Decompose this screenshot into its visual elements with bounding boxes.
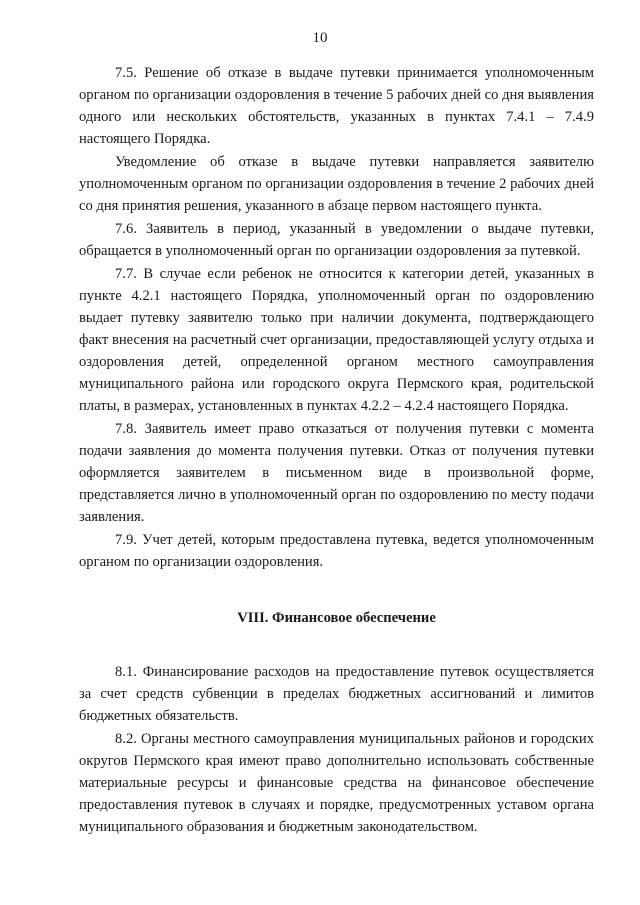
section-heading: VIII. Финансовое обеспечение xyxy=(237,610,436,626)
paragraph-7-7: 7.7. В случае если ребенок не относится к категории детей, указанных в пункте 4.2.1 настоящего Порядка, уполномоченный орган по оздоровлению выдает путевку заявителю только при наличии документа, подтверждающего факт внесения на расчетный счет организации, предоставляющей услугу отдыха и оздоровления детей, определенной органом местного самоуправления муниципального района или городского округа Пермского края, родительской платы, в размерах, установленных в пунктах 4.2.2 – 4.2.4 настоящего Порядка. xyxy=(79,266,594,414)
paragraph-8-1: 8.1. Финансирование расходов на предоставление путевок осуществляется за счет средств субвенции в пределах бюджетных ассигнований и лимитов бюджетных обязательств. xyxy=(79,664,594,724)
page-number: 10 xyxy=(312,30,328,46)
paragraph-7-6: 7.6. Заявитель в период, указанный в уведомлении о выдаче путевки, обращается в уполномоченный орган по организации оздоровления за путевкой. xyxy=(79,221,594,259)
paragraph-8-2: 8.2. Органы местного самоуправления муниципальных районов и городских округов Пермского края имеют право дополнительно использовать собственные материальные ресурсы и финансовые средства на финансовое обеспечение предоставления путевок в случаях и порядке, предусмотренных уставом органа муниципального образования и бюджетным законодательством. xyxy=(79,731,594,835)
document-body xyxy=(79,62,594,838)
paragraph-7-5-notice: Уведомление об отказе в выдаче путевки направляется заявителю уполномоченным органом по организации оздоровления в течение 2 рабочих дней со дня принятия решения, указанного в абзаце первом настоящего пункта. xyxy=(79,154,594,214)
paragraph-7-8: 7.8. Заявитель имеет право отказаться от получения путевки с момента подачи заявления до момента получения путевки. Отказ от получения путевки оформляется заявителем в письменном виде в произвольной форме, представляется лично в уполномоченный орган по оздоровлению по месту подачи заявления. xyxy=(79,421,594,525)
paragraph-7-9: 7.9. Учет детей, которым предоставлена путевка, ведется уполномоченным органом по организации оздоровления. xyxy=(79,532,594,570)
paragraph-7-5: 7.5. Решение об отказе в выдаче путевки принимается уполномоченным органом по организации оздоровления в течение 5 рабочих дней со дня выявления одного или нескольких обстоятельств, указанных в пунктах 7.4.1 – 7.4.9 настоящего Порядка. xyxy=(79,65,594,147)
